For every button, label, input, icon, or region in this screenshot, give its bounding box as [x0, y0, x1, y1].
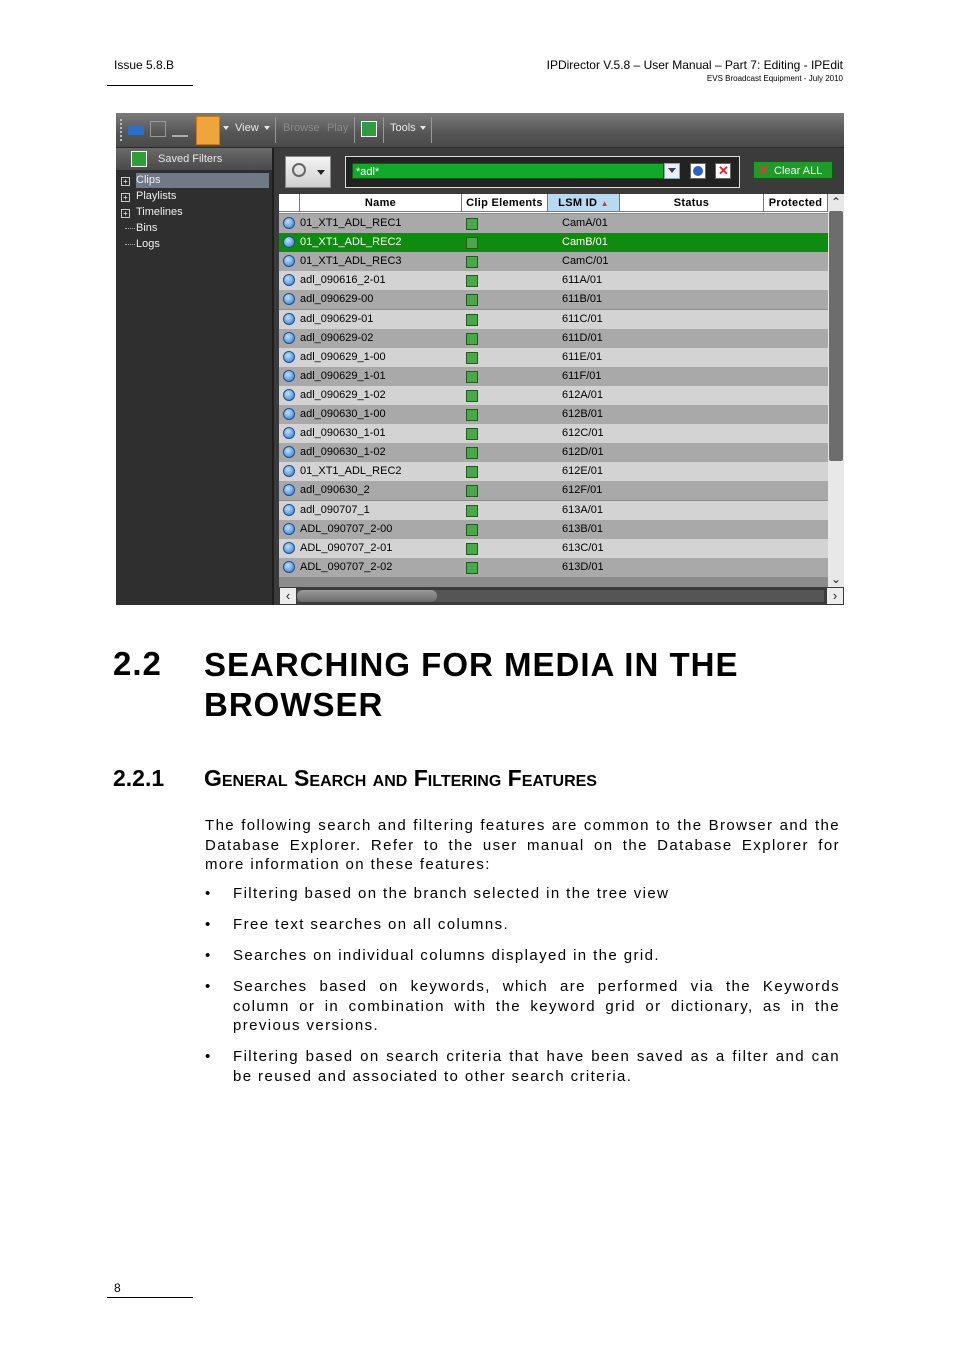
- grid-header: [279, 194, 828, 213]
- play-icon[interactable]: [283, 389, 295, 401]
- header-rule: [107, 85, 193, 86]
- clip-name: ADL_090707_2-00: [300, 522, 393, 535]
- table-row[interactable]: [279, 539, 828, 558]
- clip-icon[interactable]: [150, 121, 166, 137]
- browse-button[interactable]: Browse: [283, 122, 320, 134]
- play-button[interactable]: Play: [327, 122, 349, 134]
- issue-label: Issue 5.8.B: [114, 58, 175, 72]
- bullet-icon: •: [205, 885, 212, 902]
- list-item-text: Searches based on keywords, which are performed via the Keywords column or in combination with the keyword grid or dictionary, as in the previous versions.: [233, 978, 840, 1034]
- clip-elements-icon[interactable]: [466, 294, 478, 306]
- lsm-id: 611E/01: [562, 350, 603, 363]
- view-dropdown-icon[interactable]: [264, 126, 270, 130]
- clip-name: adl_090707_1: [300, 503, 370, 516]
- list-item-text: Searches on individual columns displayed in the grid.: [233, 947, 660, 964]
- chevron-down-icon: [668, 168, 676, 173]
- list-item-text: Free text searches on all columns.: [233, 916, 510, 933]
- play-icon[interactable]: [283, 504, 295, 516]
- search-mode-button[interactable]: [285, 156, 331, 188]
- document-title: [547, 58, 843, 83]
- grip-icon: [120, 119, 126, 141]
- clip-name: adl_090630_1-02: [300, 446, 386, 459]
- manual-title: IPDirector V.5.8 – User Manual – Part 7: Editing - IPEdit: [546, 58, 843, 72]
- tree-node-timelines[interactable]: Timelines: [136, 206, 183, 218]
- clip-name: adl_090629_1-01: [300, 369, 386, 382]
- table-row[interactable]: [279, 424, 828, 443]
- search-bar: [275, 148, 844, 192]
- play-icon[interactable]: [283, 484, 295, 496]
- clip-elements-icon[interactable]: [466, 505, 478, 517]
- expand-icon[interactable]: +: [121, 193, 130, 202]
- tree-line: [125, 244, 135, 245]
- column-header-name[interactable]: Name: [300, 194, 462, 212]
- lsm-id: 612F/01: [562, 484, 603, 497]
- table-row[interactable]: [279, 310, 828, 329]
- close-icon: ✕: [758, 162, 769, 177]
- clip-name: 01_XT1_ADL_REC1: [300, 217, 402, 229]
- table-row[interactable]: [279, 481, 828, 500]
- clip-elements-icon[interactable]: [466, 524, 478, 536]
- saved-filters-button[interactable]: Saved Filters: [158, 153, 223, 165]
- tree-node-playlists[interactable]: Playlists: [136, 190, 177, 202]
- play-icon[interactable]: [283, 293, 295, 305]
- clip-elements-icon[interactable]: [466, 409, 478, 421]
- clip-elements-icon[interactable]: [466, 333, 478, 345]
- footer-rule: [107, 1297, 193, 1298]
- clear-all-label: Clear ALL: [774, 165, 823, 177]
- view-menu[interactable]: View: [235, 122, 259, 134]
- section-title: SEARCHING FOR MEDIA IN THE BROWSER: [204, 646, 739, 723]
- intro-paragraph: The following search and filtering features are common to the Browser and the Database Explorer. Refer to the user manual on the Database Explorer for more information on these features:: [205, 817, 840, 873]
- play-icon[interactable]: [283, 523, 295, 535]
- bullet-icon: •: [205, 1048, 212, 1065]
- lsm-id: 611C/01: [562, 312, 603, 325]
- sort-ascending-icon: ▲: [600, 199, 609, 208]
- expand-icon[interactable]: +: [121, 177, 130, 186]
- help-button[interactable]: [690, 163, 706, 179]
- lsm-id: 613C/01: [562, 541, 604, 554]
- bullet-icon: •: [205, 978, 212, 995]
- lsm-id: 613B/01: [562, 522, 603, 535]
- clear-all-button[interactable]: [753, 161, 833, 179]
- column-header-clip-elements[interactable]: Clip Elements: [462, 194, 548, 212]
- lsm-id: 612C/01: [562, 427, 604, 440]
- feature-list: [205, 884, 840, 1098]
- tree-node-clips[interactable]: Clips: [136, 173, 269, 188]
- lsm-id-label: LSM ID: [558, 197, 598, 209]
- toolbar: [116, 113, 844, 148]
- play-icon[interactable]: [283, 446, 295, 458]
- chevron-down-icon: [317, 170, 325, 175]
- scroll-down-icon[interactable]: ⌄: [830, 572, 842, 586]
- page-number: 8: [114, 1281, 121, 1295]
- table-row[interactable]: [279, 405, 828, 424]
- play-icon[interactable]: [283, 217, 295, 229]
- layout-dropdown-icon[interactable]: [223, 126, 229, 130]
- table-row[interactable]: [279, 214, 828, 233]
- clip-name: adl_090616_2-01: [300, 274, 386, 287]
- scroll-right-icon[interactable]: ›: [827, 588, 843, 604]
- clip-name: adl_090629-02: [300, 331, 374, 344]
- clip-elements-icon[interactable]: [466, 447, 478, 459]
- clip-name: adl_090629_1-00: [300, 350, 386, 363]
- close-icon: ✕: [718, 163, 729, 178]
- clear-search-button[interactable]: [715, 163, 731, 179]
- table-row[interactable]: [279, 558, 828, 577]
- lsm-id: 611B/01: [562, 293, 603, 306]
- tree-line: [125, 228, 135, 229]
- column-header-protected[interactable]: Protected: [764, 194, 828, 212]
- lsm-id: 611D/01: [562, 331, 603, 344]
- lsm-id: 613D/01: [562, 560, 604, 573]
- toolbar-separator: [431, 117, 432, 143]
- expand-icon[interactable]: +: [121, 209, 130, 218]
- clip-name: 01_XT1_ADL_REC2: [300, 236, 402, 249]
- clip-name: adl_090630_2: [300, 484, 370, 497]
- stack-icon[interactable]: [172, 121, 188, 137]
- list-item-text: Filtering based on the branch selected in the tree view: [233, 885, 670, 902]
- publisher-date: EVS Broadcast Equipment - July 2010: [706, 74, 843, 83]
- lsm-id: CamB/01: [562, 236, 608, 249]
- tools-dropdown-icon[interactable]: [420, 126, 426, 130]
- horizontal-scrollbar[interactable]: [279, 587, 844, 605]
- table-row[interactable]: [279, 233, 828, 252]
- subsection-number: 2.2.1: [113, 765, 165, 791]
- play-icon[interactable]: [283, 313, 295, 325]
- play-icon[interactable]: [283, 408, 295, 420]
- refresh-icon[interactable]: [361, 121, 377, 137]
- table-row[interactable]: [279, 520, 828, 539]
- search-history-dropdown[interactable]: [664, 163, 680, 179]
- clip-elements-icon[interactable]: [466, 485, 478, 497]
- vertical-scrollbar[interactable]: [828, 194, 844, 587]
- toolbar-separator: [354, 117, 355, 143]
- tree-node-bins[interactable]: Bins: [136, 222, 158, 234]
- clip-elements-icon[interactable]: [466, 428, 478, 440]
- column-header-status[interactable]: Status: [620, 194, 764, 212]
- list-item: [205, 1047, 840, 1086]
- clip-elements-icon[interactable]: [466, 466, 478, 478]
- section-number: 2.2: [113, 645, 162, 682]
- search-field-container: [345, 156, 740, 188]
- layout-button[interactable]: [196, 116, 220, 145]
- clip-name: ADL_090707_2-02: [300, 560, 393, 573]
- clip-elements-icon[interactable]: [466, 237, 478, 249]
- clip-elements-icon[interactable]: [466, 562, 478, 574]
- clip-name: 01_XT1_ADL_REC3: [300, 255, 402, 268]
- clip-elements-icon[interactable]: [466, 275, 478, 287]
- horizontal-scroll-thumb[interactable]: [297, 590, 437, 602]
- table-row[interactable]: [279, 290, 828, 309]
- clip-elements-icon[interactable]: [466, 352, 478, 364]
- bullet-icon: •: [205, 947, 212, 964]
- lsm-id: 611A/01: [562, 274, 603, 287]
- clip-elements-icon[interactable]: [466, 218, 478, 230]
- play-icon[interactable]: [283, 332, 295, 344]
- lsm-id: 611F/01: [562, 369, 602, 382]
- clips-grid: [279, 194, 828, 587]
- subsection-title: General Search and Filtering Features: [204, 765, 597, 791]
- clip-elements-icon[interactable]: [466, 390, 478, 402]
- column-header-lsm-id[interactable]: [548, 194, 620, 212]
- tree-node-logs[interactable]: Logs: [136, 238, 160, 250]
- vertical-scroll-thumb[interactable]: [829, 211, 843, 461]
- lsm-id: CamC/01: [562, 255, 609, 268]
- tools-menu[interactable]: Tools: [390, 122, 416, 134]
- play-icon[interactable]: [283, 465, 295, 477]
- clip-name: adl_090629-00: [300, 293, 374, 306]
- table-row[interactable]: [279, 252, 828, 271]
- list-item: [205, 946, 840, 966]
- clip-name: adl_090630_1-00: [300, 408, 386, 420]
- tree-view: [116, 148, 274, 605]
- clip-elements-icon[interactable]: [466, 256, 478, 268]
- play-icon[interactable]: [283, 351, 295, 363]
- clip-elements-icon[interactable]: [466, 543, 478, 555]
- toolbar-separator: [383, 117, 384, 143]
- bullet-icon: •: [205, 916, 212, 933]
- play-icon[interactable]: [283, 236, 295, 248]
- play-icon[interactable]: [283, 274, 295, 286]
- search-input[interactable]: *adl*: [352, 163, 664, 179]
- table-row[interactable]: [279, 329, 828, 348]
- toolbar-separator: [275, 117, 276, 143]
- play-icon[interactable]: [283, 561, 295, 573]
- play-icon[interactable]: [283, 542, 295, 554]
- lsm-id: 612D/01: [562, 446, 604, 459]
- table-row[interactable]: [279, 462, 828, 481]
- clip-name: adl_090629_1-02: [300, 388, 386, 401]
- play-icon[interactable]: [283, 255, 295, 267]
- column-header-icon[interactable]: [279, 194, 300, 212]
- list-item: [205, 977, 840, 1036]
- clip-elements-icon[interactable]: [466, 314, 478, 326]
- lsm-id: 612B/01: [562, 408, 603, 420]
- clip-name: adl_090630_1-01: [300, 427, 386, 440]
- lsm-id: 612A/01: [562, 388, 603, 401]
- play-icon[interactable]: [283, 427, 295, 439]
- table-row[interactable]: [279, 271, 828, 290]
- clip-name: 01_XT1_ADL_REC2: [300, 465, 402, 478]
- lsm-id: 612E/01: [562, 465, 603, 478]
- browser-screenshot: [116, 113, 844, 605]
- table-row[interactable]: [279, 367, 828, 386]
- refresh-icon[interactable]: [131, 151, 147, 167]
- lsm-id: 613A/01: [562, 503, 603, 516]
- table-row[interactable]: [279, 501, 828, 520]
- play-icon[interactable]: [283, 370, 295, 382]
- list-item: [205, 884, 840, 904]
- table-row[interactable]: [279, 386, 828, 405]
- scroll-left-icon[interactable]: ‹: [280, 588, 296, 604]
- clip-elements-icon[interactable]: [466, 371, 478, 383]
- magnifier-icon: [292, 163, 306, 177]
- table-row[interactable]: [279, 443, 828, 462]
- tree-header: [116, 148, 272, 170]
- help-icon: [693, 166, 703, 176]
- scroll-up-icon[interactable]: ⌃: [830, 195, 842, 209]
- clip-name: adl_090629-01: [300, 312, 374, 325]
- list-item: [205, 915, 840, 935]
- clip-name: ADL_090707_2-01: [300, 541, 393, 554]
- list-item-text: Filtering based on search criteria that have been saved as a filter and can be reused and associated to other search criteria.: [233, 1048, 840, 1085]
- table-row[interactable]: [279, 348, 828, 367]
- lsm-id: CamA/01: [562, 217, 608, 229]
- monitor-icon[interactable]: [128, 125, 144, 135]
